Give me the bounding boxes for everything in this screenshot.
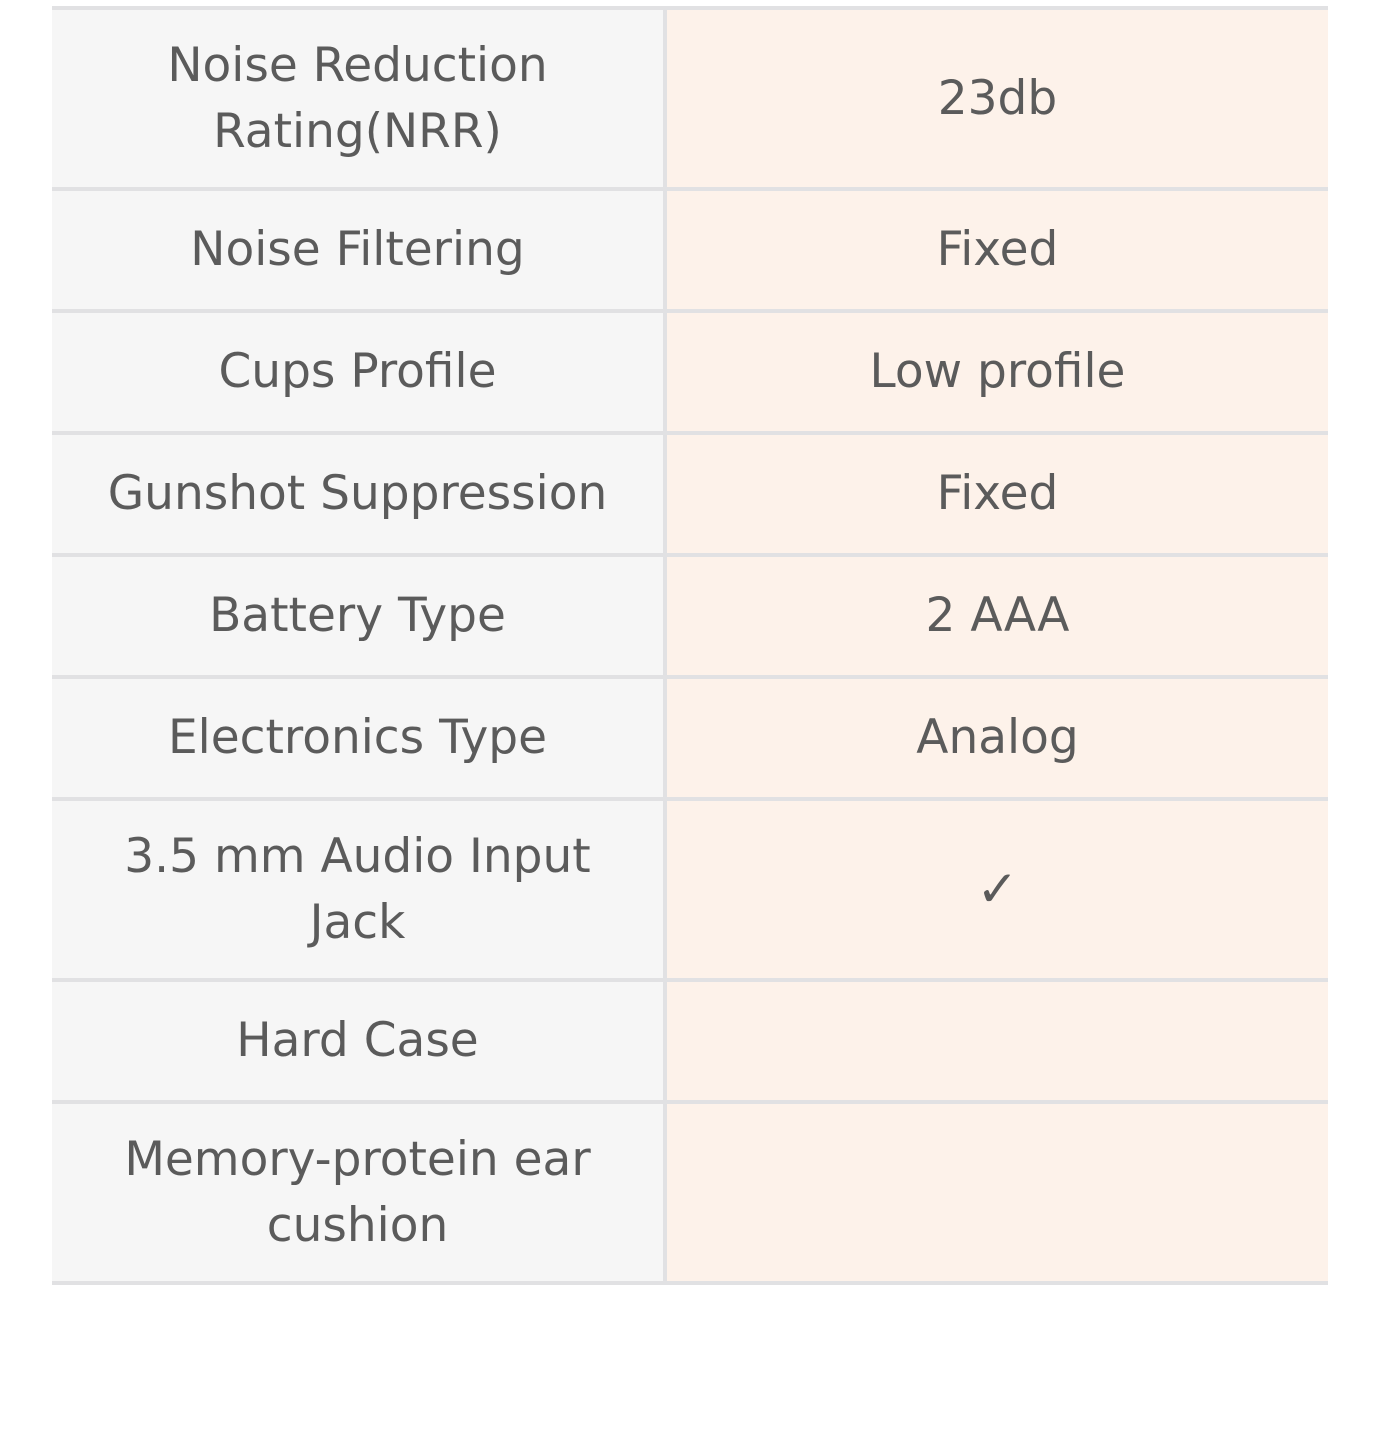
spec-label: Noise Filtering <box>52 189 665 311</box>
spec-label: Cups Profile <box>52 311 665 433</box>
spec-value: 2 AAA <box>665 555 1328 677</box>
table-row <box>52 189 1328 311</box>
spec-value: Low profile <box>665 311 1328 433</box>
spec-label: Memory-protein ear cushion <box>52 1102 665 1283</box>
spec-label: Noise Reduction Rating(NRR) <box>52 8 665 189</box>
spec-value: Fixed <box>665 189 1328 311</box>
table-row <box>52 980 1328 1102</box>
spec-label: Hard Case <box>52 980 665 1102</box>
spec-value: Analog <box>665 677 1328 799</box>
spec-label: Gunshot Suppression <box>52 433 665 555</box>
spec-label: Electronics Type <box>52 677 665 799</box>
spec-value: Fixed <box>665 433 1328 555</box>
spec-label: Battery Type <box>52 555 665 677</box>
table-row <box>52 1102 1328 1283</box>
spec-table <box>52 6 1328 1285</box>
table-row <box>52 677 1328 799</box>
table-row <box>52 433 1328 555</box>
spec-value <box>665 980 1328 1102</box>
table-row <box>52 8 1328 189</box>
table-row <box>52 311 1328 433</box>
spec-value <box>665 1102 1328 1283</box>
spec-value: 23db <box>665 8 1328 189</box>
checkmark-icon: ✓ <box>976 859 1019 918</box>
table-row <box>52 555 1328 677</box>
spec-value <box>665 799 1328 980</box>
table-row <box>52 799 1328 980</box>
spec-label: 3.5 mm Audio Input Jack <box>52 799 665 980</box>
